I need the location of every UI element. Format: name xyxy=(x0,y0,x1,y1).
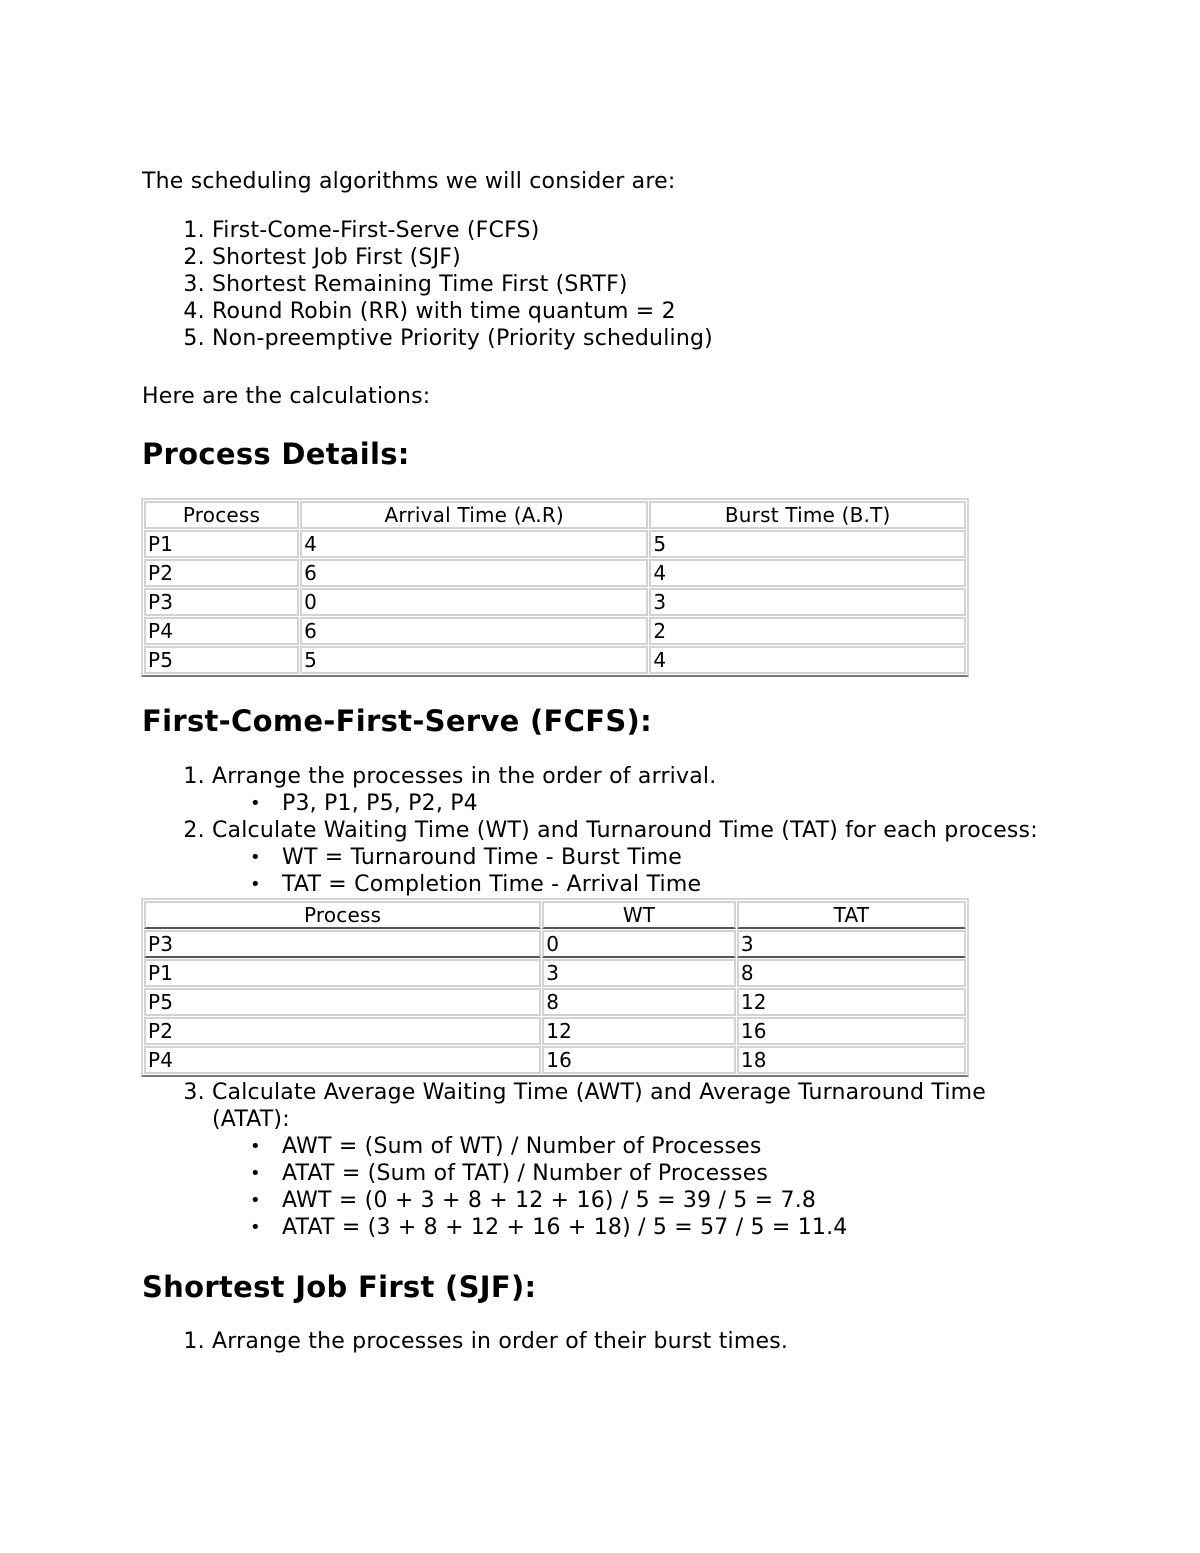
table-row xyxy=(144,646,966,674)
bullet-item: • TAT = Completion Time - Arrival Time xyxy=(282,871,1062,898)
intro-text: The scheduling algorithms we will consider are: xyxy=(142,169,676,194)
table-row xyxy=(144,930,966,958)
algorithm-item: 1. First-Come-First-Serve (FCFS) xyxy=(212,217,1062,244)
calculations-intro: Here are the calculations: xyxy=(142,384,431,409)
table-cell: P4 xyxy=(144,617,299,645)
sjf-heading: Shortest Job First (SJF): xyxy=(142,1270,537,1304)
algorithm-item: 4. Round Robin (RR) with time quantum = 2 xyxy=(212,298,1062,325)
process-details-heading: Process Details: xyxy=(142,437,410,471)
step-text: Calculate Waiting Time (WT) and Turnaround Time (TAT) for each process: xyxy=(212,818,1038,843)
table-cell: 6 xyxy=(300,559,648,587)
table-cell: 16 xyxy=(737,1017,966,1045)
table-cell: 12 xyxy=(542,1017,736,1045)
table-header-row xyxy=(144,501,966,529)
column-header: Burst Time (B.T) xyxy=(649,501,966,529)
fcfs-heading: First-Come-First-Serve (FCFS): xyxy=(142,704,652,738)
fcfs-step-2 xyxy=(212,817,1062,898)
table-cell: 2 xyxy=(649,617,966,645)
bullet-item: • ATAT = (3 + 8 + 12 + 16 + 18) / 5 = 57 / 5 = 11.4 xyxy=(282,1214,1062,1241)
column-header: Process xyxy=(144,501,299,529)
table-cell: 16 xyxy=(542,1046,736,1074)
step-3-bullets xyxy=(212,1133,1062,1241)
algorithm-item: 5. Non-preemptive Priority (Priority scheduling) xyxy=(212,325,1062,352)
table-cell: P5 xyxy=(144,988,541,1016)
column-header: WT xyxy=(542,901,736,929)
sjf-step-1: 1. Arrange the processes in order of their burst times. xyxy=(212,1328,1062,1355)
table-cell: P4 xyxy=(144,1046,541,1074)
document-page xyxy=(142,168,1062,1355)
table-row xyxy=(144,530,966,558)
table-cell: 4 xyxy=(649,646,966,674)
bullet-item: • AWT = (0 + 3 + 8 + 12 + 16) / 5 = 39 / 5 = 7.8 xyxy=(282,1187,1062,1214)
table-cell: P3 xyxy=(144,930,541,958)
table-row xyxy=(144,617,966,645)
table-cell: 5 xyxy=(300,646,648,674)
table-cell: 0 xyxy=(300,588,648,616)
algorithm-list xyxy=(142,217,1062,352)
step-text: Arrange the processes in the order of arrival. xyxy=(212,764,717,789)
column-header: Arrival Time (A.R) xyxy=(300,501,648,529)
table-cell: P1 xyxy=(144,959,541,987)
table-cell: P2 xyxy=(144,1017,541,1045)
fcfs-steps xyxy=(142,763,1062,898)
table-row xyxy=(144,1046,966,1074)
table-cell: 8 xyxy=(542,988,736,1016)
table-row xyxy=(144,588,966,616)
table-cell: 3 xyxy=(737,930,966,958)
algorithm-item: 3. Shortest Remaining Time First (SRTF) xyxy=(212,271,1062,298)
table-cell: P3 xyxy=(144,588,299,616)
table-cell: 3 xyxy=(542,959,736,987)
step-2-bullets xyxy=(212,844,1062,898)
bullet-item: • ATAT = (Sum of TAT) / Number of Processes xyxy=(282,1160,1062,1187)
bullet-item: • P3, P1, P5, P2, P4 xyxy=(282,790,1062,817)
table-cell: 4 xyxy=(300,530,648,558)
table-cell: 18 xyxy=(737,1046,966,1074)
table-cell: 4 xyxy=(649,559,966,587)
fcfs-table xyxy=(141,898,969,1077)
step-text: Calculate Average Waiting Time (AWT) and Average Turnaround Time (ATAT): xyxy=(212,1080,987,1132)
table-header-row xyxy=(144,901,966,929)
table-row xyxy=(144,959,966,987)
sjf-steps xyxy=(142,1328,1062,1355)
table-row xyxy=(144,559,966,587)
table-cell: 0 xyxy=(542,930,736,958)
bullet-item: • AWT = (Sum of WT) / Number of Processes xyxy=(282,1133,1062,1160)
fcfs-step-1 xyxy=(212,763,1062,817)
table-cell: P5 xyxy=(144,646,299,674)
step-1-bullets xyxy=(212,790,1062,817)
table-cell: 12 xyxy=(737,988,966,1016)
table-cell: 8 xyxy=(737,959,966,987)
table-row xyxy=(144,988,966,1016)
algorithm-item: 2. Shortest Job First (SJF) xyxy=(212,244,1062,271)
table-cell: P2 xyxy=(144,559,299,587)
table-cell: P1 xyxy=(144,530,299,558)
table-cell: 6 xyxy=(300,617,648,645)
bullet-item: • WT = Turnaround Time - Burst Time xyxy=(282,844,1062,871)
table-row xyxy=(144,1017,966,1045)
column-header: TAT xyxy=(737,901,966,929)
fcfs-steps-continued xyxy=(142,1079,1062,1241)
column-header: Process xyxy=(144,901,541,929)
process-details-table xyxy=(141,498,969,677)
fcfs-step-3 xyxy=(212,1079,1062,1241)
table-cell: 3 xyxy=(649,588,966,616)
table-cell: 5 xyxy=(649,530,966,558)
